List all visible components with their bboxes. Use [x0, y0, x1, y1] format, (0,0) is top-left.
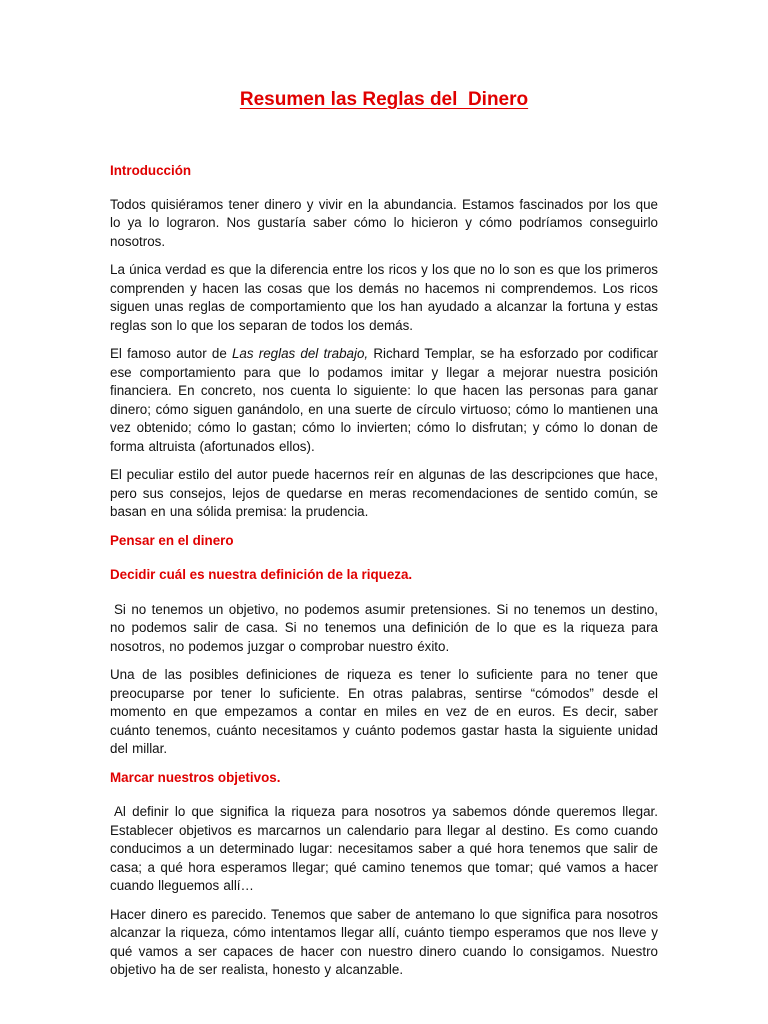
paragraph-goals-1: Al definir lo que significa la riqueza para nosotros ya sabemos dónde queremos llegar. Establecer objetivos es marcarnos un calendario para llegar al destino. Es como cuando conducimos a un determinado lugar: necesitamos saber a qué hora tenemos que salir de casa; a qué hora esperamos llegar; qué camino tenemos que tomar; qué vamos a hacer cuando lleguemos allí…	[110, 804, 658, 893]
section-heading-set-goals: Marcar nuestros objetivos.	[110, 769, 281, 785]
document-body	[110, 162, 658, 990]
document-title: Resumen las Reglas del Dinero	[239, 89, 529, 110]
paragraph-intro-3-after: Richard Templar, se ha esforzado por codificar ese comportamiento para que lo podamos imitar y llegar a mejorar nuestra posición financiera. En concreto, nos cuenta lo siguiente: lo que hacen las personas para ganar dinero; cómo siguen ganándolo, en una suerte de círculo virtuoso; cómo lo mantienen una vez obtenido; cómo lo gastan; cómo lo invierten; cómo lo disfrutan; y cómo lo donan de forma altruista (afortunados ellos).	[110, 346, 658, 454]
paragraph-intro-2: La única verdad es que la diferencia entre los ricos y los que no lo son es que los primeros comprenden y hacen las cosas que los demás no hacemos ni comprendemos. Los ricos siguen unas reglas de comportamiento que los han ayudado a alcanzar la fortuna y estas reglas son lo que los separan de todos los demás.	[110, 262, 658, 333]
paragraph-define-1: Si no tenemos un objetivo, no podemos asumir pretensiones. Si no tenemos un destino, no podemos salir de casa. Si no tenemos una definición de lo que es la riqueza para nosotros, no podemos juzgar o comprobar nuestro éxito.	[110, 601, 658, 654]
paragraph-intro-3	[110, 345, 658, 456]
section-heading-think-money: Pensar en el dinero	[110, 532, 234, 548]
paragraph-intro-4: El peculiar estilo del autor puede hacernos reír en algunas de las descripciones que hace, pero sus consejos, lejos de quedarse en meras recomendaciones de sentido común, se basan en una sólida premisa: la prudencia.	[110, 467, 658, 519]
book-title: Las reglas del trabajo,	[231, 346, 369, 361]
paragraph-intro-1: Todos quisiéramos tener dinero y vivir en la abundancia. Estamos fascinados por los que lo ya lo lograron. Nos gustaría saber cómo lo hicieron y cómo podríamos conseguirlo nosotros.	[110, 196, 658, 249]
section-heading-define-wealth: Decidir cuál es nuestra definición de la riqueza.	[110, 567, 413, 582]
paragraph-intro-3-before: El famoso autor de	[110, 346, 232, 361]
section-heading-introduction: Introducción	[110, 163, 192, 178]
paragraph-goals-2: Hacer dinero es parecido. Tenemos que saber de antemano lo que significa para nosotros alcanzar la riqueza, cómo intentamos llegar allí, cuánto tiempo esperamos que nos lleve y qué vamos a ser capaces de hacer con nuestro dinero cuando lo consigamos. Nuestro objetivo ha de ser realista, honesto y alcanzable.	[110, 906, 658, 977]
paragraph-define-2: Una de las posibles definiciones de riqueza es tener lo suficiente para no tener que preocuparse por tener lo suficiente. En otras palabras, sentirse “cómodos” desde el momento en que empezamos a contar en miles en vez de en euros. Es decir, saber cuánto tenemos, cuánto necesitamos y cuánto podemos gastar hasta la siguiente unidad del millar.	[110, 667, 658, 756]
